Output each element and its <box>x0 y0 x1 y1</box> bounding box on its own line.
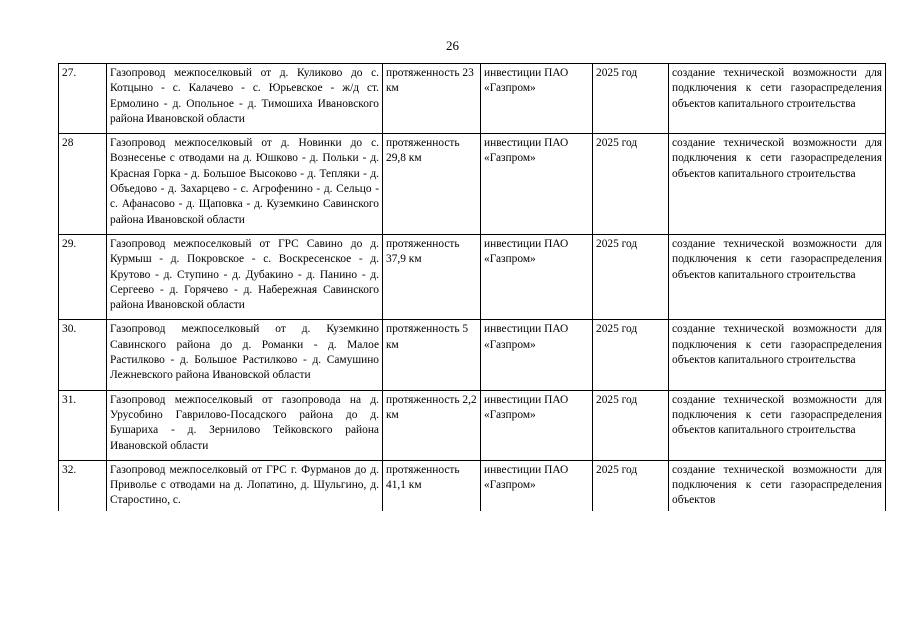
year-cell: 2025 год <box>593 134 669 235</box>
pipeline-name-cell: Газопровод межпоселковый от д. Новинки до с. Вознесенье с отводами на д. Юшково - д. Польки - д. Красная Горка - д. Большое Высоково - д. Тепляки - д. Объедово - д. Захарцево - с. Агрофенино - д. Сельцо - с. Афанасово - д. Щаповка - д. Куземкино Савинского района Ивановской области <box>107 134 383 235</box>
goal-cell: создание технической возможности для подключения к сети газораспределения объектов капитального строительства <box>669 390 886 460</box>
year-cell: 2025 год <box>593 390 669 460</box>
pipeline-name-cell: Газопровод межпоселковый от ГРС Савино до д. Курмыш - д. Покровское - с. Воскресенское - д. Крутово - д. Ступино - д. Дубакино - д. Панино - д. Сергеево - д. Горячево - д. Набережная Савинского района Ивановской области <box>107 234 383 319</box>
row-number-cell: 29. <box>59 234 107 319</box>
length-cell: протяженность 37,9 км <box>383 234 481 319</box>
pipeline-name-cell: Газопровод межпоселковый от газопровода на д. Урусобино Гаврилово-Посадского района до д. Бушариха - д. Зернилово Тейковского района Ивановской области <box>107 390 383 460</box>
table-row <box>59 64 886 134</box>
table-row <box>59 460 886 511</box>
goal-cell: создание технической возможности для подключения к сети газораспределения объектов капитального строительства <box>669 320 886 390</box>
table-row <box>59 134 886 235</box>
funding-cell: инвестиции ПАО «Газпром» <box>481 460 593 511</box>
pipeline-name-cell: Газопровод межпоселковый от ГРС г. Фурманов до д. Приволье с отводами на д. Лопатино, д. Шульгино, д. Старостино, с. <box>107 460 383 511</box>
goal-cell: создание технической возможности для подключения к сети газораспределения объектов капитального строительства <box>669 234 886 319</box>
length-cell: протяженность 23 км <box>383 64 481 134</box>
pipeline-name-cell: Газопровод межпоселковый от д. Куликово до с. Котцыно - с. Калачево - с. Юрьевское - ж/д ст. Ермолино - д. Опольное - д. Тимошиха Ивановского района Ивановской области <box>107 64 383 134</box>
goal-cell: создание технической возможности для подключения к сети газораспределения объектов капитального строительства <box>669 134 886 235</box>
funding-cell: инвестиции ПАО «Газпром» <box>481 134 593 235</box>
table-row <box>59 234 886 319</box>
table-row <box>59 390 886 460</box>
year-cell: 2025 год <box>593 234 669 319</box>
pipeline-name-cell: Газопровод межпоселковый от д. Куземкино Савинского района до д. Романки - д. Малое Растилково - д. Большое Растилково - д. Самушино Лежневского района Ивановской области <box>107 320 383 390</box>
year-cell: 2025 год <box>593 320 669 390</box>
gas-pipeline-table <box>58 63 886 511</box>
funding-cell: инвестиции ПАО «Газпром» <box>481 64 593 134</box>
goal-cell: создание технической возможности для подключения к сети газораспределения объектов <box>669 460 886 511</box>
year-cell: 2025 год <box>593 460 669 511</box>
funding-cell: инвестиции ПАО «Газпром» <box>481 234 593 319</box>
funding-cell: инвестиции ПАО «Газпром» <box>481 390 593 460</box>
length-cell: протяженность 29,8 км <box>383 134 481 235</box>
row-number-cell: 27. <box>59 64 107 134</box>
row-number-cell: 28 <box>59 134 107 235</box>
row-number-cell: 32. <box>59 460 107 511</box>
row-number-cell: 31. <box>59 390 107 460</box>
page-number: 26 <box>446 38 459 53</box>
length-cell: протяженность 2,2 км <box>383 390 481 460</box>
year-cell: 2025 год <box>593 64 669 134</box>
length-cell: протяженность 41,1 км <box>383 460 481 511</box>
length-cell: протяженность 5 км <box>383 320 481 390</box>
goal-cell: создание технической возможности для подключения к сети газораспределения объектов капитального строительства <box>669 64 886 134</box>
table-row <box>59 320 886 390</box>
funding-cell: инвестиции ПАО «Газпром» <box>481 320 593 390</box>
row-number-cell: 30. <box>59 320 107 390</box>
